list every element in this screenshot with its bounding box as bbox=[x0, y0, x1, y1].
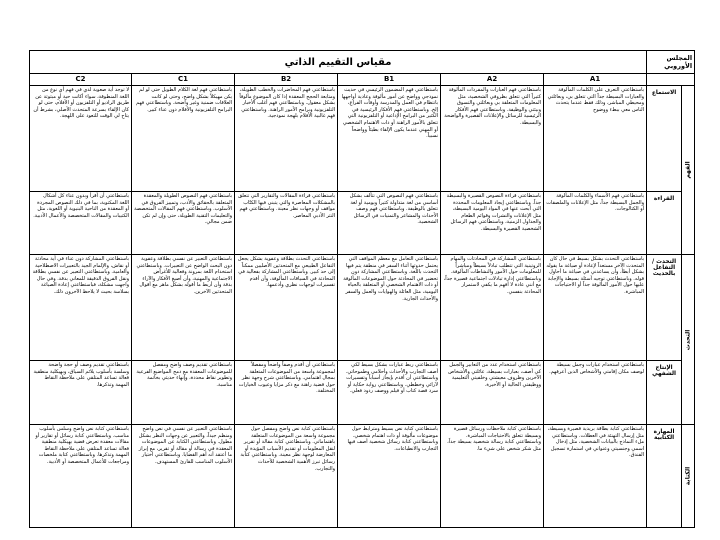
level-header-row bbox=[30, 74, 695, 86]
table-row bbox=[30, 192, 695, 255]
table-row bbox=[30, 425, 695, 528]
descriptor-cell: باستطاعتي التعرف على الكلمات المألوفة والعبارات البسيطة جداً التي تتعلق بي، وبعائلتي ومحيطي المباشر، وذلك فقط عندما يتحدث الناس معي ببطء ووضوح bbox=[544, 86, 647, 192]
group-label-writing bbox=[682, 425, 695, 528]
document-title: مقياس التقييم الذاتي bbox=[30, 51, 647, 74]
descriptor-cell: باستطاعتي استخدام عدد من التعابير والجمل كي أصف، بعبارات بسيطة، عائلتي والأشخاص الآخرين وظروف معيشتي وخلفيتي التعليمية ووظيفتي الحالية أو الأخيرة. bbox=[441, 361, 544, 425]
skill-label-spoken-production: الإنتاج الشفهي bbox=[647, 361, 682, 425]
table-row bbox=[30, 86, 695, 192]
descriptor-cell: باستطاعتي المشاركة في المحادثات والمهام الروتينية التي تتطلب تبادلاً بسيطاً ومباشراً للمعلومات حول الأمور والنشاطات المألوفة. وباستطاعتي إدارة تبادلات اجتماعية قصيرة جداً، مع أنني عادة لا أفهم ما يكفي لاستمرار المحادثة بنفسي. bbox=[441, 255, 544, 361]
descriptor-cell: باستطاعتي ربط عبارات بشكل بسيط لكي أصف التجارب والأحداث وأحلامي وطموحاتي. وباستطاعتي أن أقدم بإيجاز أسباباً وتفسيرات لآرائي وخططي. وباستطاعتي رواية حكاية أو سرد قصة كتاب أو فيلم ووصف ردود فعلي. bbox=[338, 361, 441, 425]
level-header-a2: A2 bbox=[441, 74, 544, 86]
descriptor-cell: باستطاعتي أن أقرأ وبدون عناء كل أشكال اللغة المكتوبة، بما في ذلك النصوص المجردة أو المعقدة من الناحية البنيوية أو اللغوية، مثل الكتيبات والمقالات المتخصصة والأعمال الأدبية. bbox=[30, 192, 132, 255]
title-row bbox=[30, 51, 695, 74]
table-row bbox=[30, 361, 695, 425]
descriptor-cell: باستطاعتي التحدث بطلاقة وعفوية بشكل يجعل التفاعل الطبيعي مع المتحدثين الأصليين ممكناً إلى حد كبير. وباستطاعتي المشاركة بفعالية في المحادثة في السياقات المألوفة، وأن أقدم تفسيرات لوجهات نظري وأدعمها. bbox=[235, 255, 338, 361]
descriptor-cell: باستطاعتي المشاركة دون عناء في أية محادثة أو نقاش، والإلمام الجيد بالتعبيرات الاصطلاحية والعامية. وباستطاعتي التعبير عن نفسي بطلاقة ونقل الفروق الدقيقة للمعاني بدقة. وفي حال واجهت مشكلة، فباستطاعتي إعادة الصياغة بسلاسة بحيث لا يلاحظ الآخرون ذلك. bbox=[30, 255, 132, 361]
descriptor-cell: باستطاعتي كتابة نص واضح وسلس بأسلوب مناسب. وباستطاعتي كتابة رسائل أو تقارير أو مقالات معقدة تعرض قضية بهيكلية منطقية فعالة تساعد المتلقي على ملاحظة النقاط المهمة وتذكرها. وباستطاعتي كتابة ملخصات ومراجعات للأعمال المتخصصة أو الأدبية. bbox=[30, 425, 132, 528]
descriptor-cell: باستطاعتي فهم النصوص التي تتألف بشكل أساسي من لغة متداولة كثيراً ويومية أو لغة تتعلق بالوظيفة. وباستطاعتي فهم وصف الأحداث والمشاعر والتمنيات في الرسائل الشخصية. bbox=[338, 192, 441, 255]
skill-label-reading: القراءة bbox=[647, 192, 682, 255]
descriptor-cell: باستطاعتي تقديم وصف واضح ومفصل للموضوعات المعقدة مع دمج المواضيع الفرعية وتطوير نقاط محددة، وإنهاء حديثي بخاتمة مناسبة. bbox=[132, 361, 235, 425]
descriptor-cell: باستطاعتي أن أقدم وصفاً واضحاً ومفصلاً لمجموعة واسعة من الموضوعات المتعلقة بمجال اهتمامي. وباستطاعتي شرح وجهة نظر حول قضية راهنة مع ذكر مزايا وعيوب الخيارات المختلفة. bbox=[235, 361, 338, 425]
descriptor-cell: باستطاعتي كتابة نص واضح ومفصل حول مجموعة واسعة من الموضوعات المتعلقة باهتماماتي. وباستطاعتي كتابة مقالة أو تقرير لنقل المعلومات أو تقديم الأسباب المؤيدة أو المعارضة لوجهة نظر معينة. وباستطاعتي كتابة رسائل تبرز الأهمية الشخصية للأحداث والتجارب. bbox=[235, 425, 338, 528]
descriptor-cell: باستطاعتي قراءة المقالات والتقارير التي تتعلق بالمشكلات المعاصرة والتي يتبنى فيها الكتّاب مواقف أو وجهات نظر معينة. وباستطاعتي فهم النثر الأدبي المعاصر. bbox=[235, 192, 338, 255]
descriptor-cell: باستطاعتي فهم الأسماء والكلمات المألوفة والجمل البسيطة جداً، مثل الإعلانات والملصقات أو الكتالوجات. bbox=[544, 192, 647, 255]
group-label-text: التحدث bbox=[684, 329, 692, 350]
level-header-c2: C2 bbox=[30, 74, 132, 86]
self-assessment-grid bbox=[29, 50, 695, 528]
descriptor-cell: لا توجد أية صعوبة لدي في فهم أي نوع من اللغة المنطوقة، سواء أكانت حية أو مبثوثة عن طريق الراديو أو التلفزيون أو الأفلام، حتى لو كان الإلقاء بسرعة المتحدث الأصلي، بشرط أن يتاح لي الوقت للتعود على اللهجة. bbox=[30, 86, 132, 192]
document-subtitle: المجلس الأوروبي bbox=[647, 51, 695, 74]
group-label-text: الكتابة bbox=[684, 466, 692, 486]
group-label-understanding bbox=[682, 86, 695, 255]
descriptor-cell: باستطاعتي التحدث بشكل بسيط في حال كان المتحدث الآخر مستعداً لإعادة أو صياغة ما يقوله بشكل أبطأ، وأن يساعدني في صياغة ما أحاول قوله. وباستطاعتي توجيه أسئلة بسيطة والإجابة عليها حول الأمور المألوفة جداً أو الاحتياجات المباشرة. bbox=[544, 255, 647, 361]
descriptor-cell: باستطاعتي التعبير عن نفسي بطلاقة وعفوية دون البحث الواضح عن التعبيرات. وباستطاعتي استخدام اللغة بمرونة وفعالية للأغراض الاجتماعية والمهنية، وأن أصيغ الأفكار والآراء بدقة وأن أربط ما أقوله بشكل ماهر مع أقوال المتحدثين الآخرين. bbox=[132, 255, 235, 361]
descriptor-cell: باستطاعتي قراءة النصوص القصيرة والبسيطة جداً. وباستطاعتي إيجاد المعلومات المحددة التي أبحث عنها في المواد اليومية البسيطة، مثل الإعلانات والنشرات وقوائم الطعام والجداول الزمنية، وباستطاعتي فهم الرسائل الشخصية القصيرة والبسيطة. bbox=[441, 192, 544, 255]
skill-label-spoken-interaction: التحدث / التفاعل بالحديث bbox=[647, 255, 682, 361]
skill-label-writing: المهارة الكتابية bbox=[647, 425, 682, 528]
descriptor-cell: باستطاعتي استخدام عبارات وجمل بسيطة لوصف مكان إقامتي والأشخاص الذين أعرفهم. bbox=[544, 361, 647, 425]
level-header-c1: C1 bbox=[132, 74, 235, 86]
level-header-b2: B2 bbox=[235, 74, 338, 86]
descriptor-cell: باستطاعتي كتابة ملاحظات ورسائل قصيرة وبسيطة تتعلق بالاحتياجات المباشرة. وباستطاعتي كتابة رسالة شخصية بسيطة جداً، مثل شكر شخص على شيء ما. bbox=[441, 425, 544, 528]
descriptor-cell: باستطاعتي فهم المحاضرات والخطب الطويلة، ومتابعة الحجج المعقدة إذا كان الموضوع مألوفاً بشكل معقول. وباستطاعتي فهم أغلب الأخبار التلفزيونية وبرامج الأمور الراهنة. وباستطاعتي فهم غالبية الأفلام بلهجة نموذجية. bbox=[235, 86, 338, 192]
descriptor-cell: باستطاعتي كتابة بطاقة بريدية قصيرة وبسيطة، مثل إرسال التهنئة في العطلات. وباستطاعتي ملء النماذج بالبيانات الشخصية، مثل إدخال اسمي وجنسيتي وعنواني في استمارة تسجيل الفندق. bbox=[544, 425, 647, 528]
level-header-b1: B1 bbox=[338, 74, 441, 86]
descriptor-cell: باستطاعتي فهم المضمون الرئيسي في حديث نموذجي وواضح عن أمور مألوفة وعادية أواجهها بانتظام في العمل والمدرسة وأوقات الفراغ، إلخ. وباستطاعتي فهم الأفكار الرئيسية في الكثير من البرامج الإذاعية أو التلفزيونية التي تتعلق بالأمور الراهنة أو ذات الاهتمام الشخصي أو المهني عندما يكون الإلقاء بطيئاً وواضحاً نسبياً. bbox=[338, 86, 441, 192]
skill-label-listening: الاستماع bbox=[647, 86, 682, 192]
level-header-a1: A1 bbox=[544, 74, 647, 86]
descriptor-cell: باستطاعتي تقديم وصف أو حجة واضحة وسلسة بأسلوب يلائم السياق، وبهيكلية منطقية فعالة تساعد المتلقي على ملاحظة النقاط المهمة وتذكرها. bbox=[30, 361, 132, 425]
descriptor-cell: باستطاعتي فهم العبارات والمفردات المألوفة كثيراً التي تتعلق بظروفي الشخصية، مثل المعلومات المتعلقة بي وبعائلتي والتسوق وبيئتي والوظيفة. وباستطاعتي فهم الأفكار الرئيسية للرسائل والإعلانات القصيرة والواضحة والبسيطة. bbox=[441, 86, 544, 192]
descriptor-cell: باستطاعتي فهم لغة الكلام الطويل حتى لو لم يكن مهيكلاً بشكل واضح، وحتى لو كانت العلاقات ضمنية وغير واضحة. وباستطاعتي فهم البرامج التلفزيونية والأفلام دون عناء كبير. bbox=[132, 86, 235, 192]
group-label-speaking bbox=[682, 255, 695, 425]
group-label-text: الفهم bbox=[684, 161, 692, 179]
descriptor-cell: باستطاعتي كتابة نص بسيط ومترابط حول موضوعات مألوفة أو ذات اهتمام شخصي. وباستطاعتي كتابة رسائل شخصية أصف فيها التجارب والانطباعات. bbox=[338, 425, 441, 528]
corner-cell bbox=[647, 74, 695, 86]
descriptor-cell: باستطاعتي فهم النصوص الطويلة والمعقدة المتعلقة بالحقائق والأدب، وتمييز الفروق في الأسلوب. وباستطاعتي فهم المقالات المتخصصة والتعليمات التقنية الطويلة، حتى وإن لم تكن ضمن مجالي. bbox=[132, 192, 235, 255]
descriptor-cell: باستطاعتي التعبير عن نفسي في نص واضح ومنظم جيداً، والتعبير عن وجهات النظر بشكل مطول. وباستطاعتي الكتابة عن الموضوعات المعقدة في رسالة أو مقالة أو تقرير، مع إبراز ما أعتقد أنه أهم القضايا. وباستطاعتي اختيار الأسلوب المناسب للقارئ المستهدف. bbox=[132, 425, 235, 528]
descriptor-cell: باستطاعتي التعامل مع معظم المواقف التي يحتمل حدوثها أثناء السفر في منطقة يتم فيها التحدث باللغة. وباستطاعتي المشاركة دون تحضير في المحادثة حول الموضوعات المألوفة أو ذات الاهتمام الشخصي أو المتعلقة بالحياة اليومية، مثل العائلة والهوايات والعمل والسفر والأحداث الجارية. bbox=[338, 255, 441, 361]
table-row bbox=[30, 255, 695, 361]
